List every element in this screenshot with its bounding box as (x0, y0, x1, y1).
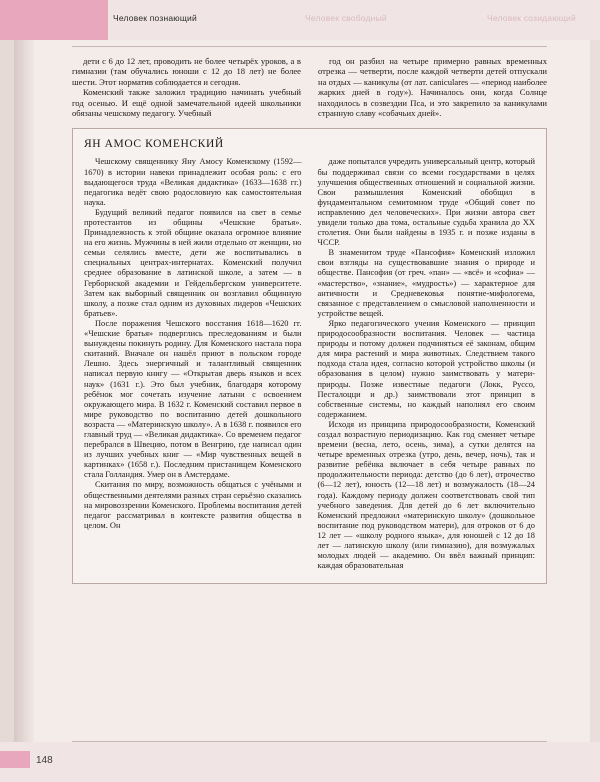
paragraph: даже попытался учредить универсальный центр, который бы поддерживал связи со всеми государствами в целях улучшения общественных отношений и социальной жизни. Свои размышления Коменский обобщил в фундаментальном семитомном труде «Общий совет по исправлению дел человеческих». При жизни автора свет увидели только два тома, остальные судьба хранила до XX столетия. Они были найдены в 1935 г. и позже изданы в ЧССР. (317, 157, 535, 248)
paragraph: Коменский также заложил традицию начинать учебный год осенью. И ещё одной замечательной идеей школьники обязаны чешскому педагогу. Учебный (72, 87, 301, 119)
paragraph: Скитания по миру, возможность общаться с учёными и общественными деятелями разных стран серьёзно сказались на мировоззрении Коменского. Проблемы воспитания детей педагог рассматривал в контексте развития общества в целом. Он (84, 480, 302, 530)
page-number: 148 (36, 755, 53, 766)
paragraph: Исходя из принципа природосообразности, Коменский создал возрастную периодизацию. Как год сменяет четыре времени (весна, лето, осень, зима), а сутки делятся на четыре временных отрезка (утро, день, вечер, ночь), так и развитие ребёнка включает в себя четыре равных по продолжительности периода: детство (до 6 лет), отрочество (6—12 лет), юность (12—18 лет) и возмужалость (18—24 года). Каждому периоду должен соответствовать свой тип учебного заведения. Для детей до 6 лет включительно Коменский предложил «материнскую школу» (дошкольное воспитание под руководством матери), для отроков от 6 до 12 лет — «школу родного языка», для юношей с 12 до 18 лет — латинскую школу (или гимназию), для возмужалых молодых людей — академию. Он ввёл важный принцип: каждая образовательная (317, 419, 535, 571)
paragraph: Ярко педагогического учения Коменского — принцип природосообразности воспитания. Человек — частица природы и потому должен подчиняться её законам, общим для мира растений и мира животных. Следствием такого подхода стала идея, согласно которой устройство школы (и образования в целом) нужно заимствовать у матери-природы. Позже известные педагоги (Локк, Руссо, Песталоцци и др.) заимствовали этот принцип в собственные системы, но каждый наполнял его своим содержанием. (317, 318, 535, 419)
running-head-band (0, 0, 600, 40)
article-title: ЯН АМОС КОМЕНСКИЙ (84, 138, 224, 151)
intro-columns (72, 56, 547, 118)
paragraph: дети с 6 до 12 лет, проводить не более четырёх уроков, а в гимназии (там обучались юноши с 12 до 18 лет) не более шести. Этот норматив соблюдается и сегодня. (72, 56, 301, 87)
intro-left-column (72, 56, 301, 118)
article-left-column (84, 157, 302, 571)
running-head-secondary: Человек свободный (305, 13, 387, 23)
scan-edge-right (590, 40, 600, 742)
paragraph: Будущий великий педагог появился на свет в семье протестантов из общины «Чешские братья». Принадлежность к этой общине оказала огромное влияние на его жизнь. Мужчины в ней жили отдельно от женщин, но семьи селялись вместе, дети же воспитывались в специальных центрах-интернатах. Коменский получил среднее образование в латинской школе, а затем — в Герборнской академии и Гейдельбергском университете. Затем как выборный священник он возглавил общинную школу, а позже стал одним из духовных лидеров «Чешских братьев». (84, 207, 302, 318)
running-head-accent-block (0, 0, 108, 40)
running-head-active: Человек познающий (113, 13, 197, 23)
article-columns (84, 157, 535, 571)
sidebar-article-box (72, 128, 547, 584)
paragraph: После поражения Чешского восстания 1618—1620 гг. «Чешские братья» подверглись преследованиям и были вынуждены покинуть родину. Для Коменского настала пора скитаний. Вначале он нашёл приют в польском городе Лешно. Здесь энергичный и талантливый священник написал первую книгу — «Открытая дверь языков и всех наук» (1631 г.). Это был учебник, благодаря которому ребёнок мог сочетать изучение латыни с освоением окружающего мира. В 1632 г. Коменский составил первое в мире руководство по воспитанию детей дошкольного возраста — «Материнскую школу». А в 1638 г. появился его главный труд — «Великая дидактика». Со временем педагог перебрался в Швецию, потом в Венгрию, где написал один из лучших учебных книг — «Мир чувственных вещей в картинках» (1658 г.). Последним пристанищем Коменского стала Голландия. Умер он в Амстердаме. (84, 318, 302, 480)
gutter-shadow (14, 40, 34, 742)
intro-right-column (318, 56, 547, 118)
running-head-tertiary: Человек созидающий (487, 13, 576, 23)
footer-accent-block (0, 751, 30, 768)
paragraph: год он разбил на четыре примерно равных временных отрезка — четверти, после каждой четверти детей отпускали на отдых — каникулы (от лат. caniculares — «период наиболее жарких дней в году»). Начиналось они, когда Солнце находилось в созвездии Пса, и это закрепило за каникулами странную славу «собачьих дней». (318, 56, 547, 119)
scan-edge-left (0, 40, 14, 742)
page-content (72, 56, 547, 728)
paragraph: В знаменитом труде «Пансофия» Коменский изложил свои взгляды на существовавшие знания о природе и обществе. Пансофия (от греч. «пан» — «всё» и «софиа» — «мастерство», «знание», «мудрость») — характерное для античности и Средневековья понятие-мифологема, связанное с представлением о смысловой наполненности и устройстве вещей. (317, 248, 535, 318)
header-divider (72, 46, 547, 47)
article-right-column (318, 157, 536, 571)
paragraph: Чешскому священнику Яну Амосу Коменскому (1592—1670) в истории навеки принадлежит особая роль: с его выдающегося труда «Великая дидактика» (1633—1638 гг.) педагогика ведёт свою родословную как самостоятельная наука. (84, 157, 302, 207)
footer-band (0, 742, 600, 782)
